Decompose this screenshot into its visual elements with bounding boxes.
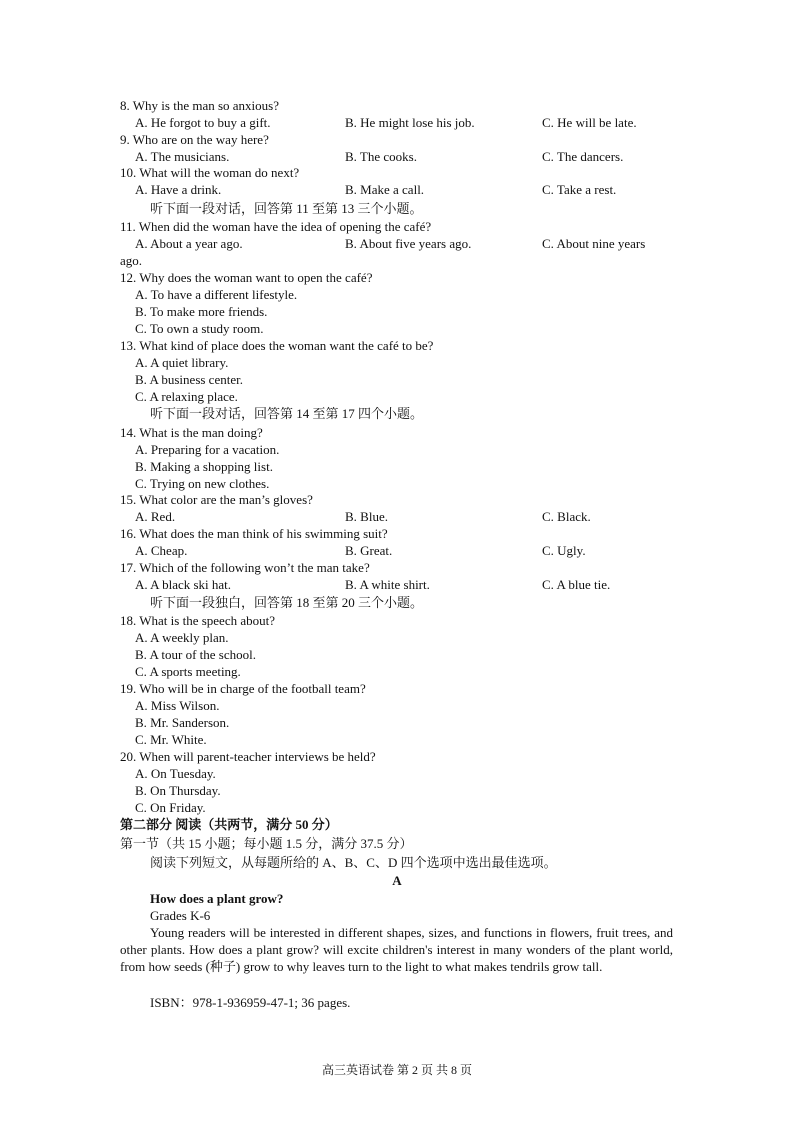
option-a: A. About a year ago. (135, 236, 243, 251)
part-two-heading: 第二部分 阅读（共两节，满分 50 分） (120, 817, 338, 832)
option-b: B. Make a call. (345, 182, 425, 197)
option-b: B. A business center. (135, 372, 243, 387)
option-b: B. A white shirt. (345, 577, 430, 592)
passage-isbn: ISBN：978-1-936959-47-1; 36 pages. (150, 995, 351, 1010)
question-12: 12. Why does the woman want to open the café? (120, 270, 373, 285)
option-c: C. Trying on new clothes. (135, 476, 270, 491)
option-b: B. Mr. Sanderson. (135, 715, 230, 730)
option-c: C. Take a rest. (542, 182, 617, 197)
option-a: A. He forgot to buy a gift. (135, 115, 271, 130)
question-13: 13. What kind of place does the woman want the café to be? (120, 338, 434, 353)
question-19: 19. Who will be in charge of the football team? (120, 681, 366, 696)
reading-instruction: 阅读下列短文，从每题所给的 A、B、C、D 四个选项中选出最佳选项。 (150, 855, 557, 870)
option-a: A. Cheap. (135, 543, 188, 558)
option-a: A. A black ski hat. (135, 577, 232, 592)
option-b: B. The cooks. (345, 149, 417, 164)
option-c: C. To own a study room. (135, 321, 264, 336)
option-a: A. A weekly plan. (135, 630, 229, 645)
question-9: 9. Who are on the way here? (120, 132, 269, 147)
passage-title: How does a plant grow? (150, 891, 284, 906)
section-one-heading: 第一节（共 15 小题；每小题 1.5 分，满分 37.5 分） (120, 836, 413, 851)
question-15: 15. What color are the man’s gloves? (120, 492, 313, 507)
option-b: B. On Thursday. (135, 783, 221, 798)
question-20: 20. When will parent-teacher interviews be held? (120, 749, 376, 764)
option-a: A. Red. (135, 509, 176, 524)
option-c: C. He will be late. (542, 115, 637, 130)
option-c: C. The dancers. (542, 149, 624, 164)
option-a: A. Preparing for a vacation. (135, 442, 280, 457)
question-10: 10. What will the woman do next? (120, 165, 300, 180)
question-18: 18. What is the speech about? (120, 613, 275, 628)
option-c: C. A relaxing place. (135, 389, 238, 404)
option-c: C. About nine years (542, 236, 646, 251)
option-c: C. Black. (542, 509, 591, 524)
option-b: B. He might lose his job. (345, 115, 475, 130)
listening-section-instruction: 听下面一段对话，回答第 14 至第 17 四个小题。 (150, 406, 424, 421)
option-a: A. Have a drink. (135, 182, 222, 197)
page-footer: 高三英语试卷 第 2 页 共 8 页 (321, 1063, 472, 1077)
option-c: C. A sports meeting. (135, 664, 241, 679)
passage-grades: Grades K-6 (150, 908, 211, 923)
question-16: 16. What does the man think of his swimming suit? (120, 526, 388, 541)
option-c: C. On Friday. (135, 800, 206, 815)
option-b: B. To make more friends. (135, 304, 268, 319)
question-17: 17. Which of the following won’t the man take? (120, 560, 370, 575)
passage-body: Young readers will be interested in different shapes, sizes, and functions in flowers, fruit trees, and other plants. How does a plant grow? will excite children's interest in many wonders of the plant world, from how seeds (种子) grow to why leaves turn to the light to what makes tendrils grow tall. (120, 925, 673, 974)
option-b: B. About five years ago. (345, 236, 472, 251)
option-a: A. Miss Wilson. (135, 698, 220, 713)
passage-letter: A (392, 873, 402, 888)
option-c: C. Mr. White. (135, 732, 207, 747)
option-a: A. The musicians. (135, 149, 230, 164)
question-8: 8. Why is the man so anxious? (120, 98, 279, 113)
option-a: A. On Tuesday. (135, 766, 216, 781)
option-c: C. Ugly. (542, 543, 586, 558)
option-b: B. A tour of the school. (135, 647, 256, 662)
option-b: B. Great. (345, 543, 393, 558)
option-c-continuation: ago. (120, 253, 143, 268)
listening-section-instruction: 听下面一段对话，回答第 11 至第 13 三个小题。 (150, 201, 423, 216)
question-14: 14. What is the man doing? (120, 425, 263, 440)
option-b: B. Making a shopping list. (135, 459, 273, 474)
listening-section-instruction: 听下面一段独白，回答第 18 至第 20 三个小题。 (150, 595, 424, 610)
option-c: C. A blue tie. (542, 577, 611, 592)
option-b: B. Blue. (345, 509, 388, 524)
question-11: 11. When did the woman have the idea of opening the café? (120, 219, 432, 234)
option-a: A. A quiet library. (135, 355, 229, 370)
option-a: A. To have a different lifestyle. (135, 287, 298, 302)
